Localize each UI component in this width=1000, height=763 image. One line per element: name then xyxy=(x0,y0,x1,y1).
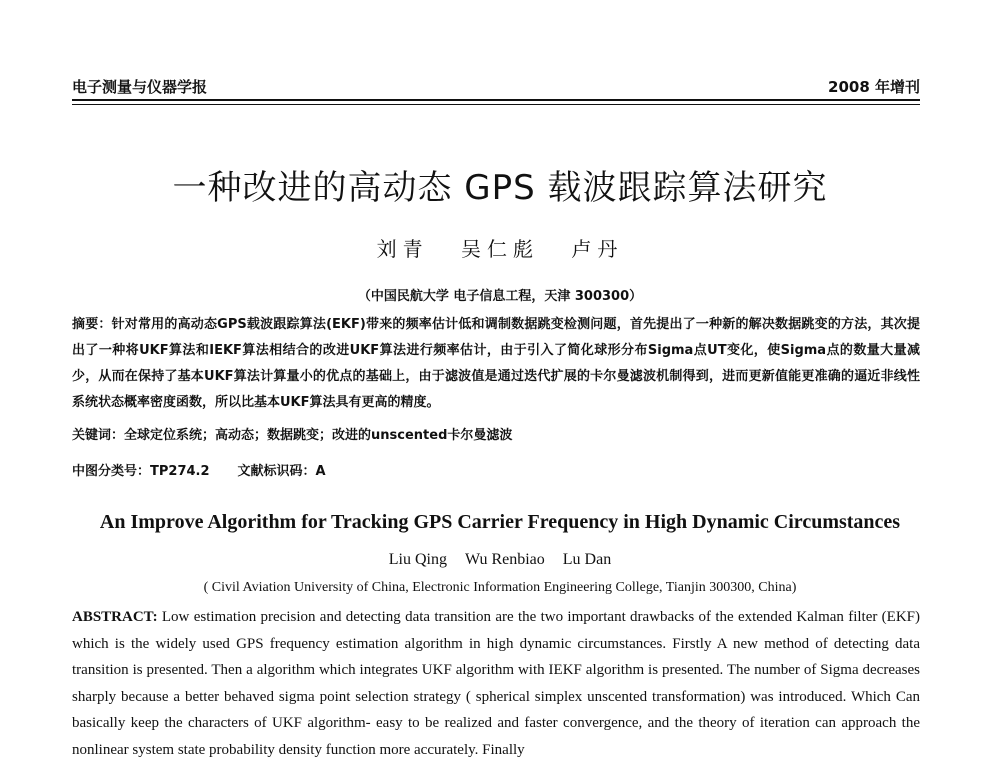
keywords-cn-text: 全球定位系统；高动态；数据跳变；改进的unscented卡尔曼滤波 xyxy=(124,428,513,443)
keywords-cn-label: 关键词： xyxy=(72,428,125,443)
classification-line xyxy=(72,460,920,479)
affiliation-english: ( Civil Aviation University of China, Electronic Information Engineering College, Tianjin 300300, China) xyxy=(203,580,797,595)
affiliation-chinese: （中国民航大学 电子信息工程，天津 300300） xyxy=(357,289,643,304)
doc-code-value: A xyxy=(315,464,326,479)
author-en-2: Wu Renbiao xyxy=(465,551,545,568)
author-en-3: Lu Dan xyxy=(562,551,612,568)
author-cn-2: 吴仁彪 xyxy=(461,237,539,261)
header-rule-thin xyxy=(72,104,920,105)
abstract-cn-label: 摘要： xyxy=(72,317,112,332)
header-rule-thick xyxy=(72,99,920,101)
abstract-cn-text: 针对常用的高动态GPS载波跟踪算法(EKF)带来的频率估计低和调制数据跳变检测问题，首先提出了一种新的解决数据跳变的方法，其次提出了一种将UKF算法和IEKF算法相结合的改进UKF算法进行频率估计，由于引入了简化球形分布Sigma点UT变化，使Sigma点的数量大量减少，从而在保持了基本UKF算法计算量小的优点的基础上，由于滤波值是通过迭代扩展的卡尔曼滤波机制得到，进而更新值能更准确的逼近非线性系统状态概率密度函数，所以比基本UKF算法具有更高的精度。 xyxy=(72,317,920,410)
author-en-1: Liu Qing xyxy=(388,551,447,568)
journal-name: 电子测量与仪器学报 xyxy=(72,78,208,96)
abstract-english xyxy=(72,604,920,763)
clc-label: 中图分类号： xyxy=(72,464,151,479)
abstract-chinese xyxy=(72,312,920,416)
authors-chinese xyxy=(0,233,1000,262)
title-english: An Improve Algorithm for Tracking GPS Carrier Frequency in High Dynamic Circumstances xyxy=(99,511,901,533)
clc-value: TP274.2 xyxy=(150,464,210,479)
authors-english xyxy=(0,551,1000,569)
title-chinese: 一种改进的高动态 GPS 载波跟踪算法研究 xyxy=(172,168,828,208)
issue-label: 2008 年增刊 xyxy=(828,78,920,96)
doc-code-label: 文献标识码： xyxy=(237,464,316,479)
author-cn-3: 卢丹 xyxy=(571,237,624,261)
author-cn-1: 刘青 xyxy=(376,237,429,261)
abstract-en-text: Low estimation precision and detecting data transition are the two important drawbacks of the extended Kalman filter (EKF) which is the widely used GPS frequency estimation algorithm in high dynamic circumstances. Firstly A new method of detecting data transition is presented. Then a algorithm which integrates UKF algorithm with IEKF algorithm is presented. The number of Sigma decreases sharply because a better behaved sigma point selection strategy ( spherical simplex unscented transformation) was introduced. Which Can basically keep the characters of UKF algorithm- easy to be realized and faster convergence, and the theory of iteration can approach the nonlinear system state probability density function more accurately. Finally xyxy=(72,609,920,758)
running-header xyxy=(72,76,920,97)
keywords-chinese xyxy=(72,424,920,443)
abstract-en-label: ABSTRACT: xyxy=(72,609,158,625)
